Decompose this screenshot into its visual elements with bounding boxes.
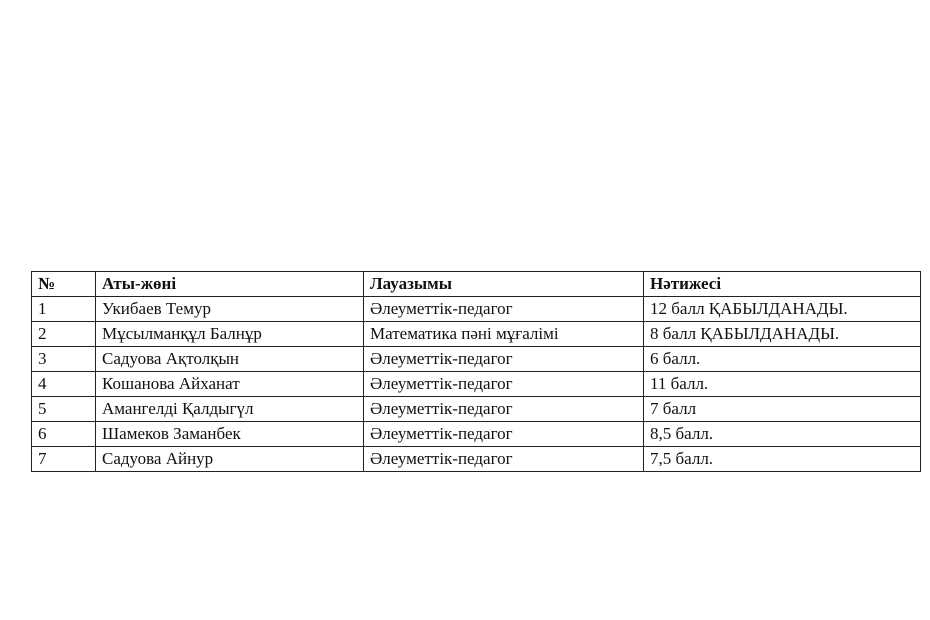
cell-name: Мұсылманқұл Балнұр [96,322,364,347]
header-name: Аты-жөні [96,272,364,297]
table-row [32,447,921,472]
cell-position: Математика пәні мұғалімі [364,322,644,347]
cell-position: Әлеуметтік-педагог [364,397,644,422]
header-position: Лауазымы [364,272,644,297]
table-row [32,422,921,447]
cell-num: 4 [32,372,96,397]
cell-name: Садуова Айнур [96,447,364,472]
cell-result: 12 балл ҚАБЫЛДАНАДЫ. [644,297,921,322]
cell-name: Садуова Ақтолқын [96,347,364,372]
cell-result: 7 балл [644,397,921,422]
cell-num: 7 [32,447,96,472]
table-row [32,347,921,372]
cell-name: Укибаев Темур [96,297,364,322]
cell-result: 7,5 балл. [644,447,921,472]
cell-position: Әлеуметтік-педагог [364,372,644,397]
cell-num: 2 [32,322,96,347]
cell-result: 6 балл. [644,347,921,372]
table-header-row [32,272,921,297]
cell-num: 3 [32,347,96,372]
cell-result: 8,5 балл. [644,422,921,447]
cell-position: Әлеуметтік-педагог [364,347,644,372]
results-table [31,271,921,472]
table-row [32,372,921,397]
cell-num: 5 [32,397,96,422]
cell-position: Әлеуметтік-педагог [364,447,644,472]
cell-name: Шамеков Заманбек [96,422,364,447]
cell-num: 1 [32,297,96,322]
cell-result: 11 балл. [644,372,921,397]
table-row [32,297,921,322]
cell-result: 8 балл ҚАБЫЛДАНАДЫ. [644,322,921,347]
cell-position: Әлеуметтік-педагог [364,422,644,447]
cell-position: Әлеуметтік-педагог [364,297,644,322]
cell-name: Кошанова Айханат [96,372,364,397]
header-num: № [32,272,96,297]
table-row [32,397,921,422]
table-row [32,322,921,347]
header-result: Нәтижесі [644,272,921,297]
cell-num: 6 [32,422,96,447]
cell-name: Амангелді Қалдыгүл [96,397,364,422]
